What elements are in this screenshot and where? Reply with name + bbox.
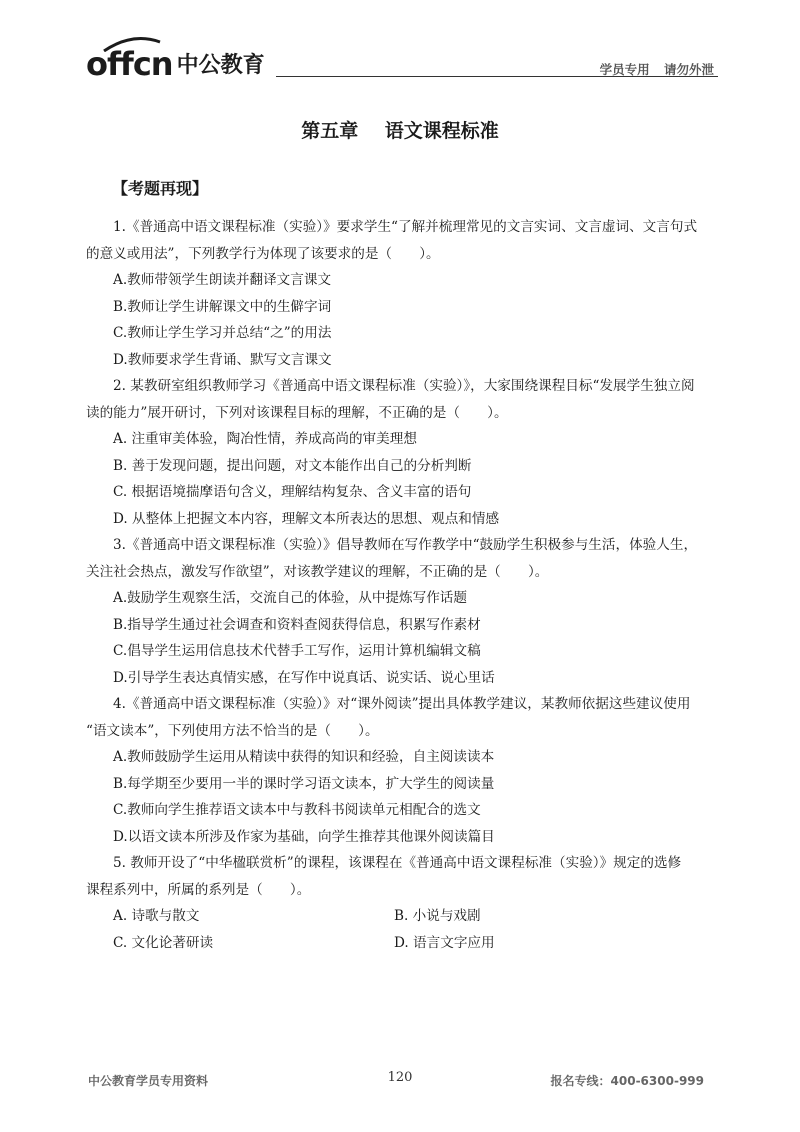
answer-option: D.以语文读本所涉及作家为基础，向学生推荐其他课外阅读篇目: [113, 828, 495, 845]
page-header: [86, 36, 718, 83]
question-stem-line: 4.《普通高中语文课程标准（实验）》对“课外阅读”提出具体教学建议，某教师依据这些建议使用: [113, 696, 691, 712]
answer-option: A.教师带领学生朗读并翻译文言课文: [113, 272, 332, 288]
page-number: 120: [387, 1070, 413, 1085]
answer-option: D.引导学生表达真情实感，在写作中说真话、说实话、说心里话: [113, 669, 495, 686]
answer-option: D. 从整体上把握文本内容，理解文本所表达的思想、观点和情感: [113, 510, 500, 527]
answer-option: D.教师要求学生背诵、默写文言课文: [113, 351, 332, 368]
footer-left-label: 中公教育学员专用资料: [88, 1074, 209, 1088]
answer-option: B.指导学生通过社会调查和资料查阅获得信息，积累写作素材: [113, 616, 481, 633]
footer-hotline: 报名专线：400-6300-999: [550, 1074, 704, 1088]
question-stem-line: 关注社会热点，激发写作欲望”，对该教学建议的理解，不正确的是（ ）。: [86, 563, 549, 580]
answer-option: B. 善于发现问题，提出问题，对文本能作出自己的分析判断: [113, 457, 472, 474]
question-stem-line: 5. 教师开设了“中华楹联赏析”的课程，该课程在《普通高中语文课程标准（实验）》规定的选修: [113, 855, 682, 871]
answer-option: B.教师让学生讲解课文中的生僻字词: [113, 298, 332, 315]
chapter-title: 第五章 语文课程标准: [301, 120, 499, 142]
question-3: [86, 532, 718, 691]
section-heading: 【考题再现】: [112, 179, 209, 198]
question-5: [86, 850, 718, 956]
answer-option: C. 根据语境揣摩语句含义，理解结构复杂、含义丰富的语句: [113, 484, 472, 500]
question-2: [86, 373, 718, 532]
question-stem-line: 3.《普通高中语文课程标准（实验）》倡导教师在写作教学中“鼓励学生积极参与生活，体验人生，: [113, 537, 698, 553]
answer-option: D. 语言文字应用: [394, 934, 495, 951]
header-notice: 学员专用 请勿外泄: [599, 62, 714, 77]
logo-chinese-text: 中公教育: [176, 53, 265, 78]
question-stem-line: 的意义或用法”，下列教学行为体现了该要求的是（ ）。: [86, 245, 440, 262]
answer-option: B. 小说与戏剧: [394, 908, 481, 924]
answer-option: A.鼓励学生观察生活，交流自己的体验，从中提炼写作话题: [113, 590, 467, 606]
question-stem-line: 2. 某教研室组织教师学习《普通高中语文课程标准（实验）》，大家围绕课程目标“发展学生独立阅: [113, 378, 695, 394]
question-stem-line: 读的能力”展开研讨，下列对该课程目标的理解，不正确的是（ ）。: [86, 404, 508, 421]
question-list: [86, 214, 718, 956]
answer-option: C.倡导学生运用信息技术代替手工写作，运用计算机编辑文稿: [113, 643, 481, 659]
question-4: [86, 691, 718, 850]
answer-option: A.教师鼓励学生运用从精读中获得的知识和经验，自主阅读读本: [113, 749, 495, 765]
question-1: [86, 214, 718, 373]
answer-option: B.每学期至少要用一半的课时学习语文读本，扩大学生的阅读量: [113, 775, 495, 792]
question-stem-line: “语文读本”，下列使用方法不恰当的是（ ）。: [86, 722, 379, 739]
answer-option: C. 文化论著研读: [113, 934, 214, 951]
logo-latin-text: offcn: [86, 45, 173, 83]
question-stem-line: 1.《普通高中语文课程标准（实验）》要求学生“了解并梳理常见的文言实词、文言虚词、文言句式: [113, 219, 698, 235]
answer-option: C.教师向学生推荐语文读本中与教科书阅读单元相配合的选文: [113, 802, 481, 818]
answer-option: A. 诗歌与散文: [113, 908, 200, 924]
answer-option-row: [86, 930, 718, 957]
question-stem-line: 课程系列中，所属的系列是（ ）。: [86, 881, 311, 898]
offcn-logo: [86, 36, 265, 83]
logo-swoosh-icon: [102, 36, 162, 52]
answer-option: A. 注重审美体验，陶冶性情，养成高尚的审美理想: [113, 431, 417, 447]
answer-option: C.教师让学生学习并总结“之”的用法: [113, 325, 332, 341]
answer-option-row: [86, 903, 718, 930]
